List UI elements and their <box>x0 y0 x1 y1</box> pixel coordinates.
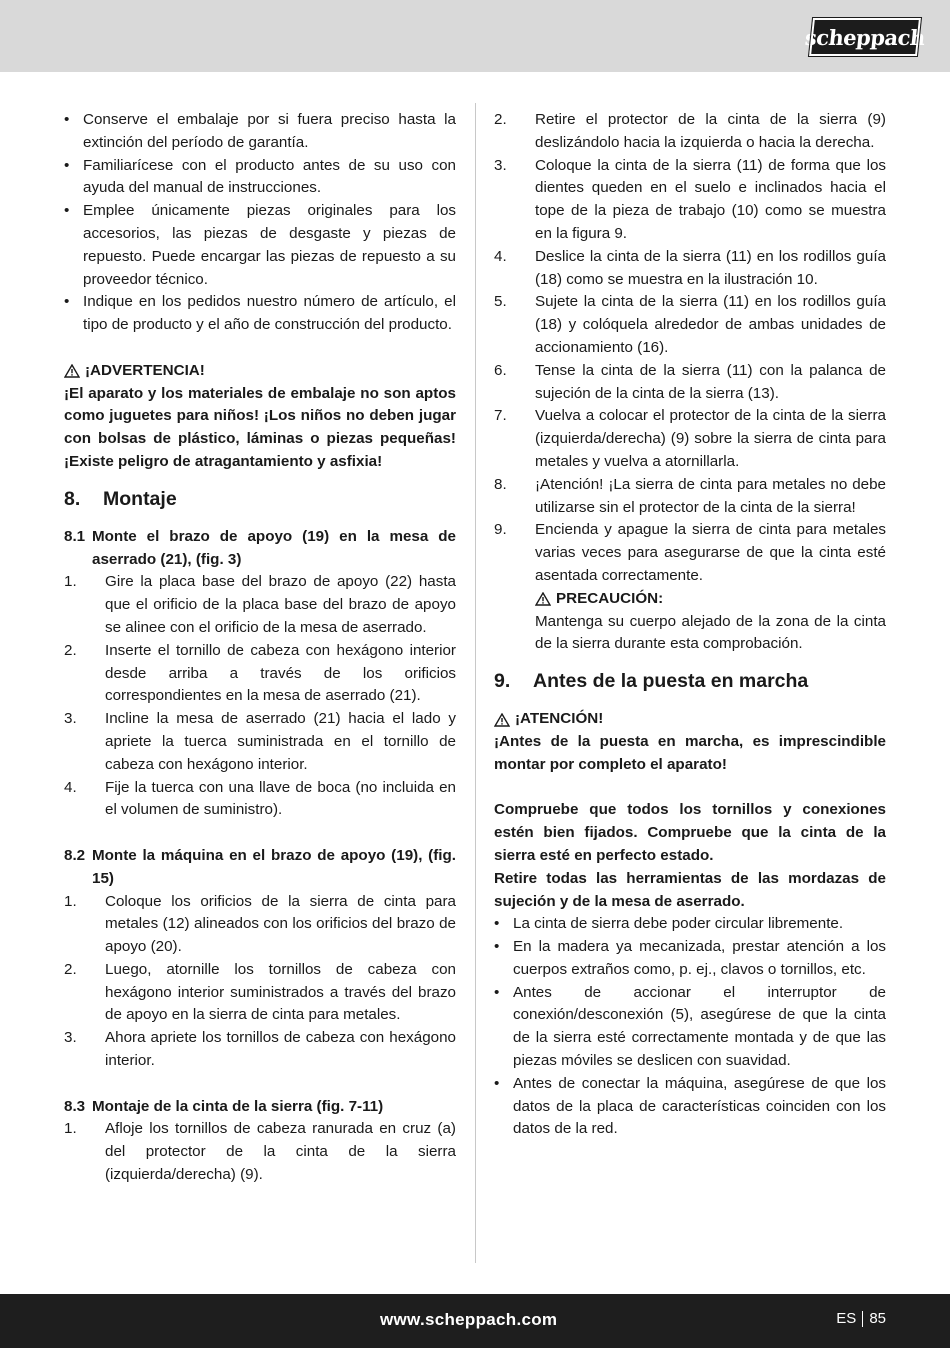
caution-heading: PRECAUCIÓN: <box>535 588 886 611</box>
website-link[interactable]: www.scheppach.com <box>380 1310 558 1329</box>
warning-icon <box>64 364 80 378</box>
step-item: 2. Inserte el tornillo de cabeza con hexágono interior desde arriba a través de los orificios correspondientes en la mesa de aserrado (21). <box>64 641 456 705</box>
section-heading: 8. Montaje <box>64 487 177 510</box>
step-item: 4. Deslice la cinta de la sierra (11) en los rodillos guía (18) como se muestra en la ilustración 10. <box>494 247 886 288</box>
step-item: 9. Encienda y apague la sierra de cinta para metales varias veces para asegurarse de que la cinta esté asentada correctamente. <box>494 521 886 584</box>
remove-text: Retire todas las herramientas de las mordazas de sujeción y de la mesa de aserrado. <box>494 869 886 910</box>
caution-text: Mantenga su cuerpo alejado de la zona de la cinta de la sierra durante esta comprobación. <box>535 612 886 653</box>
step-item: 5. Sujete la cinta de la sierra (11) en los rodillos guía (18) y colóquela alrededor de ambas unidades de accionamiento (16). <box>494 293 886 356</box>
attention-text: ¡Antes de la puesta en marcha, es imprescindible montar por completo el aparato! <box>494 732 886 773</box>
step-item: 8. ¡Atención! ¡La sierra de cinta para metales no debe utilizarse sin el protector de la cinta de la sierra! <box>494 475 886 516</box>
step-item: 1. Afloje los tornillos de cabeza ranurada en cruz (a) del protector de la cinta de la sierra (izquierda/derecha) (9). <box>64 1120 456 1184</box>
footer-band <box>0 1294 950 1348</box>
warning-icon <box>535 592 551 606</box>
check-text: Compruebe que todos los tornillos y conexiones estén bien fijados. Compruebe que la cinta de la sierra esté en perfecto estado. <box>494 801 886 864</box>
step-item: 4. Fije la tuerca con una llave de boca (no incluida en el volumen de suministro). <box>64 778 456 819</box>
list-item: • La cinta de sierra debe poder circular libremente. <box>494 915 844 933</box>
header-band <box>0 0 950 72</box>
step-item: 3. Incline la mesa de aserrado (21) hacia el lado y apriete la tuerca suministrada en el tornillo de cabeza con hexágono interior. <box>64 710 456 773</box>
step-item: 2. Retire el protector de la cinta de la sierra (9) deslizándolo hacia la izquierda o hacia la derecha. <box>494 111 886 151</box>
warning-text: ¡El aparato y los materiales de embalaje no son aptos como juguetes para niños! ¡Los niños no deben jugar con bolsas de plástico, láminas o piezas pequeñas! ¡Existe peligro de atragantamiento y asfixia! <box>64 384 456 470</box>
list-item: • En la madera ya mecanizada, prestar atención a los cuerpos extraños como, p. ej., clavos o tornillos, etc. <box>494 938 886 978</box>
step-item: 1. Gire la placa base del brazo de apoyo (22) hasta que el orificio de la placa base del brazo de apoyo se alinee con el orificio de la mesa de aserrado. <box>64 573 456 636</box>
left-column <box>64 109 456 1187</box>
subsection-heading: 8.2 Monte la máquina en el brazo de apoyo (19), (fig. 15) <box>64 846 456 887</box>
list-item: • Antes de accionar el interruptor de conexión/desconexión (5), asegúrese de que la cinta de la sierra esté correctamente montada y de que las piezas móviles se deslicen con suavidad. <box>494 983 886 1070</box>
attention-heading: ¡ATENCIÓN! <box>494 708 886 731</box>
step-item: 7. Vuelva a colocar el protector de la cinta de la sierra (izquierda/derecha) (9) sobre la sierra de cinta para metales y vuelva a atornillarla. <box>494 407 886 470</box>
step-item: 2. Luego, atornille los tornillos de cabeza con hexágono interior suministrados a través del brazo de apoyo en la sierra de cinta para metales. <box>64 960 456 1024</box>
warning-heading: ¡ADVERTENCIA! <box>64 360 456 383</box>
step-item: 3. Ahora apriete los tornillos de cabeza con hexágono interior. <box>64 1029 456 1070</box>
list-item: • Familiarícese con el producto antes de su uso con ayuda del manual de instrucciones. <box>64 156 456 197</box>
subsection-heading: 8.3 Montaje de la cinta de la sierra (fig. 7-11) <box>64 1097 384 1115</box>
column-divider <box>475 103 476 1263</box>
step-item: 1. Coloque los orificios de la sierra de cinta para metales (12) alineados con los orificios del brazo de apoyo (20). <box>64 892 456 956</box>
page-number: ES 85 <box>836 1310 886 1327</box>
list-item: • Indique en los pedidos nuestro número de artículo, el tipo de producto y el año de construcción del producto. <box>64 293 456 334</box>
warning-icon <box>494 713 510 727</box>
step-item: 6. Tense la cinta de la sierra (11) con la palanca de sujeción de la cinta de la sierra (13). <box>494 361 886 402</box>
list-item: • Conserve el embalaje por si fuera preciso hasta la extinción del período de garantía. <box>64 111 456 151</box>
list-item: • Antes de conectar la máquina, asegúrese de que los datos de la placa de características coinciden con los datos de la red. <box>494 1074 886 1138</box>
right-column <box>494 109 886 1141</box>
separator <box>862 1311 863 1327</box>
section-heading: 9. Antes de la puesta en marcha <box>494 670 809 693</box>
subsection-heading: 8.1 Monte el brazo de apoyo (19) en la mesa de aserrado (21), (fig. 3) <box>64 527 456 568</box>
list-item: • Emplee únicamente piezas originales para los accesorios, las piezas de desgaste y piezas de repuesto. Puede encargar las piezas de repuesto a su proveedor técnico. <box>64 202 456 288</box>
step-item: 3. Coloque la cinta de la sierra (11) de forma que los dientes queden en el suelo e inclinados hacia el tope de la pieza de trabajo (10) como se muestra en la figura 9. <box>494 156 886 242</box>
brand-logo: scheppach <box>809 18 921 56</box>
